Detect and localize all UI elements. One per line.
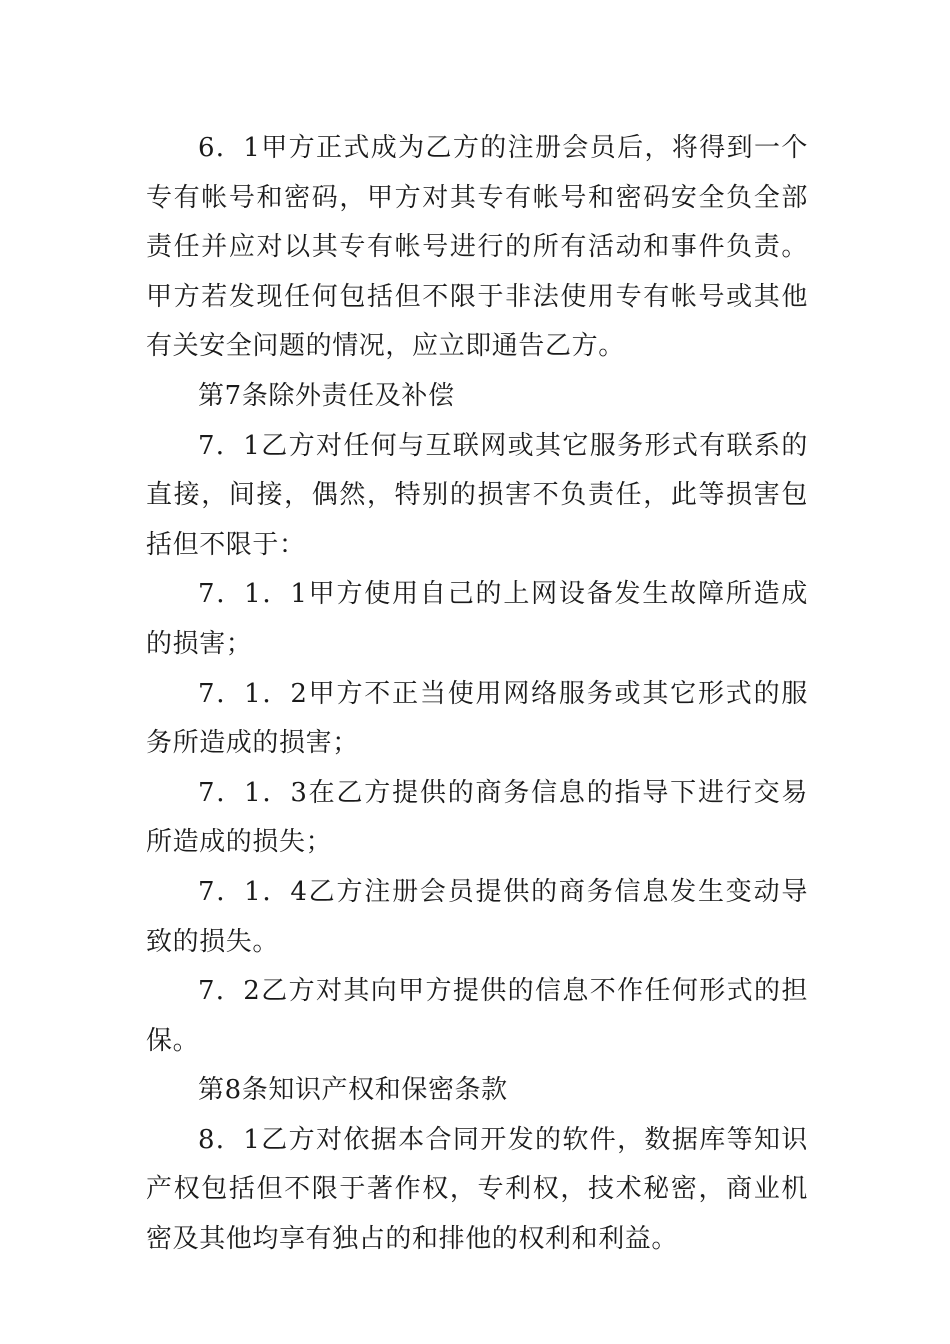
clause-7-1-3: 7．1．3在乙方提供的商务信息的指导下进行交易所造成的损失； [146, 777, 808, 858]
clause-7-1: 7．1乙方对任何与互联网或其它服务形式有联系的直接，间接，偶然，特别的损害不负责任，此等损害包括但不限于： [146, 430, 808, 560]
clause-8-1: 8．1乙方对依据本合同开发的软件，数据库等知识产权包括但不限于著作权，专利权，技术秘密，商业机密及其他均享有独占的和排他的权利和利益。 [146, 1124, 808, 1255]
article-8-heading: 第8条知识产权和保密条款 [198, 1075, 508, 1106]
clause-7-1-2: 7．1．2甲方不正当使用网络服务或其它形式的服务所造成的损害； [146, 678, 808, 759]
clause-6-1: 6．1甲方正式成为乙方的注册会员后，将得到一个专有帐号和密码，甲方对其专有帐号和密码安全负全部责任并应对以其专有帐号进行的所有活动和事件负责。甲方若发现任何包括但不限于非法使用专有帐号或其他有关安全问题的情况，应立即通告乙方。 [146, 133, 808, 362]
document-body [146, 124, 808, 1265]
article-7-heading: 第7条除外责任及补偿 [198, 380, 455, 411]
clause-7-1-1: 7．1．1甲方使用自己的上网设备发生故障所造成的损害； [146, 579, 808, 659]
clause-7-2: 7．2乙方对其向甲方提供的信息不作任何形式的担保。 [146, 976, 808, 1056]
clause-7-1-4: 7．1．4乙方注册会员提供的商务信息发生变动导致的损失。 [146, 876, 808, 957]
